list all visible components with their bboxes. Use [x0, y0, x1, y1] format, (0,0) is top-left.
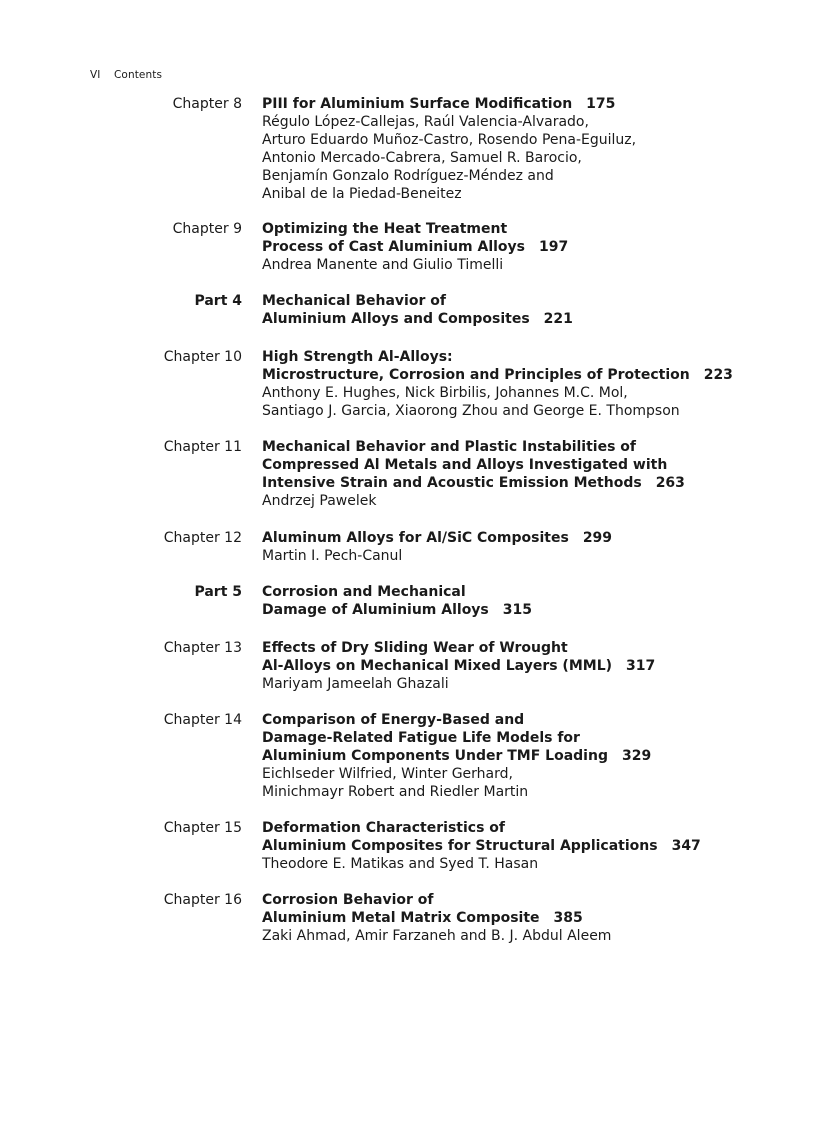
entry-title[interactable] — [262, 529, 802, 547]
entry-body — [262, 220, 802, 274]
title-text: Damage of Aluminium Alloys — [262, 602, 489, 618]
page-ref: 221 — [543, 311, 573, 327]
author-line: Andrea Manente and Giulio Timelli — [262, 257, 504, 273]
author-line: Anibal de la Piedad-Beneitez — [262, 186, 462, 202]
entry-body — [262, 95, 802, 203]
entry-body — [262, 529, 802, 565]
entry-title-line: Comparison of Energy-Based and — [262, 712, 525, 728]
author-line: Arturo Eduardo Muñoz-Castro, Rosendo Pena-Eguiluz, — [262, 132, 637, 148]
entry-title[interactable] — [262, 474, 802, 492]
page-ref: 299 — [582, 530, 613, 546]
entry-body — [262, 711, 802, 801]
title-text: Aluminium Composites for Structural Applications — [262, 838, 658, 854]
entry-title[interactable] — [262, 909, 802, 927]
author-line: Martin I. Pech-Canul — [262, 548, 403, 564]
author-line: Andrzej Pawelek — [262, 493, 377, 509]
entry-body — [262, 819, 802, 873]
entry-title-line: Compressed Al Metals and Alloys Investigated with — [262, 457, 668, 473]
entry-title[interactable] — [262, 837, 802, 855]
author-line: Mariyam Jameelah Ghazali — [262, 676, 449, 692]
entry-title[interactable] — [262, 601, 802, 619]
entry-label: Chapter 8 — [172, 96, 242, 112]
entry-label: Chapter 10 — [163, 349, 242, 365]
page-ref: 175 — [586, 96, 616, 112]
title-text: Aluminum Alloys for Al/SiC Composites — [262, 530, 569, 546]
entry-title-line: Deformation Characteristics of — [262, 820, 505, 836]
entry-label: Chapter 12 — [163, 530, 242, 546]
page-ref: 329 — [621, 748, 652, 764]
author-line: Antonio Mercado-Cabrera, Samuel R. Barocio, — [262, 150, 582, 166]
section-title: Contents — [114, 69, 163, 81]
entry-title-line: Corrosion Behavior of — [262, 892, 434, 908]
entry-title[interactable] — [262, 657, 802, 675]
author-line: Theodore E. Matikas and Syed T. Hasan — [262, 856, 539, 872]
author-line: Minichmayr Robert and Riedler Martin — [262, 784, 529, 800]
title-text: Aluminium Metal Matrix Composite — [262, 910, 540, 926]
entry-title[interactable] — [262, 366, 802, 384]
entry-title[interactable] — [262, 747, 802, 765]
entry-title-line: Corrosion and Mechanical — [262, 584, 466, 600]
part-label: Part 5 — [194, 584, 242, 600]
entry-title-line: Mechanical Behavior and Plastic Instabilities of — [262, 439, 637, 455]
entry-label: Chapter 9 — [172, 221, 242, 237]
part-label: Part 4 — [194, 293, 242, 309]
running-head — [90, 69, 162, 81]
entry-title[interactable] — [262, 95, 802, 113]
entry-label: Chapter 16 — [163, 892, 242, 908]
entry-title-line: Effects of Dry Sliding Wear of Wrought — [262, 640, 568, 656]
title-text: Aluminium Alloys and Composites — [262, 311, 530, 327]
entry-body — [262, 438, 802, 510]
entry-title-line: Mechanical Behavior of — [262, 293, 446, 309]
page-number: VI — [90, 69, 101, 81]
page-ref: 317 — [626, 658, 656, 674]
title-text: Intensive Strain and Acoustic Emission Methods — [262, 475, 642, 491]
author-line: Eichlseder Wilfried, Winter Gerhard, — [262, 766, 513, 782]
author-line: Santiago J. Garcia, Xiaorong Zhou and George E. Thompson — [262, 403, 680, 419]
entry-body — [262, 292, 802, 328]
entry-title-line: Damage-Related Fatigue Life Models for — [262, 730, 580, 746]
author-line: Zaki Ahmad, Amir Farzaneh and B. J. Abdul Aleem — [262, 928, 612, 944]
title-text: Aluminium Components Under TMF Loading — [262, 748, 608, 764]
page-ref: 197 — [539, 239, 569, 255]
title-text: PIII for Aluminium Surface Modification — [262, 96, 573, 112]
entry-body — [262, 891, 802, 945]
entry-label: Chapter 13 — [163, 640, 242, 656]
page-ref: 223 — [703, 367, 733, 383]
entry-body — [262, 348, 802, 420]
page-ref: 347 — [671, 838, 701, 854]
entry-label: Chapter 11 — [163, 439, 242, 455]
entry-body — [262, 583, 802, 619]
title-text: Al-Alloys on Mechanical Mixed Layers (MML) — [262, 658, 613, 674]
entry-title[interactable] — [262, 310, 802, 328]
title-text: Process of Cast Aluminium Alloys — [262, 239, 526, 255]
entry-title-line: Optimizing the Heat Treatment — [262, 221, 508, 237]
author-line: Anthony E. Hughes, Nick Birbilis, Johannes M.C. Mol, — [262, 385, 628, 401]
entry-title-line: High Strength Al-Alloys: — [262, 349, 453, 365]
page-ref: 315 — [502, 602, 533, 618]
entry-label: Chapter 14 — [163, 712, 242, 728]
page-ref: 263 — [655, 475, 685, 491]
page-ref: 385 — [553, 910, 583, 926]
author-line: Benjamín Gonzalo Rodríguez-Méndez and — [262, 168, 554, 184]
entry-title[interactable] — [262, 238, 802, 256]
entry-body — [262, 639, 802, 693]
title-text: Microstructure, Corrosion and Principles of Protection — [262, 367, 690, 383]
entry-label: Chapter 15 — [163, 820, 242, 836]
author-line: Régulo López-Callejas, Raúl Valencia-Alvarado, — [262, 114, 589, 130]
